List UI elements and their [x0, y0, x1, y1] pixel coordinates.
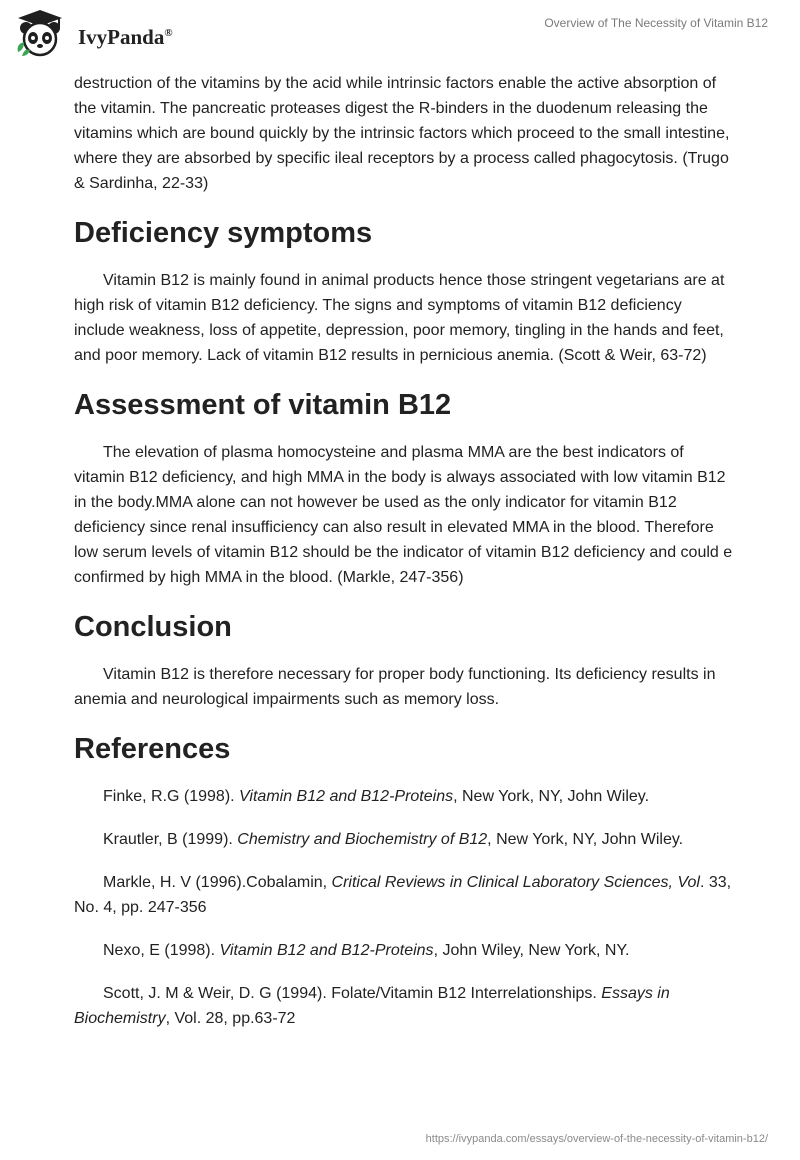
reference-item: Nexo, E (1998). Vitamin B12 and B12-Proteins, John Wiley, New York, NY. [103, 942, 630, 959]
brand-name: IvyPanda [78, 25, 165, 49]
panda-graduate-icon [14, 8, 66, 58]
page-header [0, 0, 800, 70]
intro-paragraph: destruction of the vitamins by the acid while intrinsic factors enable the active absorption of the vitamin. The pancreatic proteases digest the R-binders in the duodenum releasing the vitamins which are bound quickly by the intrinsic factors which proceed to the small intestine, where they are absorbed by specific ileal receptors by a process called phagocytosis. (Trugo & Sardinha, 22-33) [74, 75, 730, 192]
source-url[interactable]: https://ivypanda.com/essays/overview-of-the-necessity-of-vitamin-b12/ [425, 1133, 768, 1145]
section-heading-conclusion: Conclusion [74, 611, 232, 643]
reference-item: Krautler, B (1999). Chemistry and Biochemistry of B12, New York, NY, John Wiley. [103, 831, 684, 848]
reference-item: Scott, J. M & Weir, D. G (1994). Folate/Vitamin B12 Interrelationships. Essays in Biochemistry, Vol. 28, pp.63-72 [74, 985, 670, 1027]
section-text-conclusion: Vitamin B12 is therefore necessary for proper body functioning. Its deficiency results in anemia and neurological impairments such as memory loss. [74, 666, 716, 708]
ivypanda-logo[interactable] [14, 8, 214, 58]
reference-item: Markle, H. V (1996).Cobalamin, Critical Reviews in Clinical Laboratory Sciences, Vol. 33, No. 4, pp. 247-356 [74, 874, 732, 916]
essay-body [74, 71, 734, 1031]
section-heading-deficiency: Deficiency symptoms [74, 217, 373, 249]
references-list [74, 784, 734, 1031]
document-title: Overview of The Necessity of Vitamin B12 [544, 16, 768, 30]
registered-mark: ® [164, 27, 173, 39]
section-heading-assessment: Assessment of vitamin B12 [74, 389, 452, 421]
section-text-deficiency: Vitamin B12 is mainly found in animal products hence those stringent vegetarians are at high risk of vitamin B12 deficiency. The signs and symptoms of vitamin B12 deficiency include weakness, loss of appetite, depression, poor memory, tingling in the hands and feet, and poor memory. Lack of vitamin B12 results in pernicious anemia. (Scott & Weir, 63-72) [74, 272, 725, 364]
section-text-assessment: The elevation of plasma homocysteine and plasma MMA are the best indicators of vitamin B12 deficiency, and high MMA in the body is always associated with low vitamin B12 in the body.MMA alone can not however be used as the only indicator for vitamin B12 deficiency since renal insufficiency can also result in elevated MMA in the blood. Therefore low serum levels of vitamin B12 should be the indicator of vitamin B12 deficiency and could e confirmed by high MMA in the blood. (Markle, 247-356) [74, 444, 733, 586]
references-heading: References [74, 733, 231, 765]
reference-item: Finke, R.G (1998). Vitamin B12 and B12-Proteins, New York, NY, John Wiley. [103, 788, 650, 805]
